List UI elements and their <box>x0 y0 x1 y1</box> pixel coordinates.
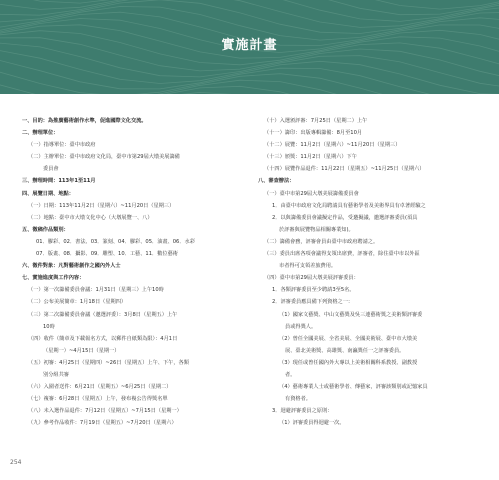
body-text-line: 10時 <box>43 323 55 330</box>
section-heading: 一、目的：為推廣藝術創作水準，促進國際文化交流。 <box>22 118 147 124</box>
body-text-line: （六）入圍者送件：6月21日（星期五）~6月25日（星期二） <box>28 384 172 391</box>
body-text-line: 3．迴避評審委員之原則： <box>272 408 333 415</box>
body-text-line: （十四）展覽作品退件：11月22日（星期五）~11月25日（星期六） <box>264 166 425 173</box>
body-text-line: 市者得可支領差旅費用。 <box>279 263 337 270</box>
section-heading: 八、審查辦法： <box>258 178 295 185</box>
body-text-line: （四）臺中市第29屆大墩美展評審委員： <box>264 275 359 282</box>
body-text-line: 2．以與籌備委員會議擬定作品，受邀擬議，邀選評審委員(須具 <box>272 214 418 221</box>
body-text-line: （七）複審：6月28日（星期五）上午，發布複公告得獎名單 <box>28 396 168 403</box>
body-text-line: （十二）展覽：11月2日（星期六）~11月20日（星期三） <box>264 142 401 149</box>
section-heading: 六、徵件對象：凡對藝術創作之國內外人士 <box>22 263 121 270</box>
body-text-line: 員或得獎人。 <box>285 323 317 330</box>
body-text-line: 01．膠彩、02．書法、03．篆刻、04．膠彩、05．油畫、06．水彩 <box>36 238 195 245</box>
body-text-line: 1．由臺中市政府文化局聘請具有藝術學者及美術界具有卓著經驗之 <box>272 202 426 209</box>
body-text-line: （1）評審委員得迴避一次。 <box>279 420 345 427</box>
body-text-line: （一）日期：113年11月2日（星期六）~11月20日（星期三） <box>28 202 175 209</box>
body-text-line: （二）公布美展簡章：1月18日（星期四） <box>28 299 127 306</box>
body-text-line: 展、臺北美術獎、高雄獎、南瀛獎任一之評審委員。 <box>285 347 405 354</box>
body-text-line: 1．各類評審委員至少聘請3至5名。 <box>272 287 355 294</box>
body-text-line: （3）現任或曾任國內外大專以上美術相關科系教授、副教授 <box>279 359 418 366</box>
body-text-line: （星期一）~4月15日（星期一） <box>43 347 120 354</box>
body-text-line: （三）第二次籌備委員會議（邀選評委）：3月8日（星期五）上午 <box>28 311 178 318</box>
swirl-line <box>0 72 499 94</box>
body-text-line: （十）入選頒評審：7月25日（星期二）上午 <box>264 118 368 124</box>
body-text-line: （4）藝術專業人士或藝術學者、傳藝家，評審該類別或記憶家具 <box>279 384 428 391</box>
body-text-line: 有資格者。 <box>285 396 311 403</box>
body-text-line: 2．評審委員應具備下列資格之一： <box>272 299 354 306</box>
body-text-line: （一）指導單位：臺中市政府 <box>28 142 96 149</box>
body-text-line: （三）委員出席各項會議得支領出席費，評審者，除住臺中市以外區 <box>264 251 420 258</box>
section-heading: 七、實施進度與工作內容： <box>22 275 85 282</box>
body-text-line: 於評審與展覽物品相關專業知)。 <box>279 226 354 233</box>
section-heading: 三、辦理時間：113年1至11月 <box>22 178 96 185</box>
body-text-line: 07．版畫、08．攝影、09．雕塑、10．工藝、11．數位藝術 <box>36 251 178 258</box>
body-text-line: （二）主辦單位：臺中市政府文化局，臺中市第29屆大墩美展籌備 <box>28 154 180 161</box>
section-heading: 五、徵稿作品類別： <box>22 226 69 233</box>
body-text-line: （一）第一次籌備委員會議：1月31日（星期三）上午10時 <box>28 287 164 294</box>
body-text-line: （八）未入選作品退件：7月12日（星期五）~7月15日（星期一） <box>28 408 182 415</box>
body-text-line: （二）籌備會務，評審會員由臺中市政府聘請之。 <box>264 238 379 245</box>
header-banner <box>0 0 499 94</box>
page-number: 254 <box>10 459 22 466</box>
swirl-line <box>0 0 499 33</box>
body-text-line: （二）地點：臺中市大墩文化中心（大墩展覽一、八） <box>28 214 153 221</box>
body-text-line: 者。 <box>285 371 296 378</box>
section-heading: 二、辦理單位： <box>22 130 59 137</box>
body-text-line: （十三）頒獎：11月2日（星期六）下午 <box>264 154 357 161</box>
swirl-line <box>0 61 499 95</box>
body-text-line: 委員會 <box>43 166 59 173</box>
body-text-line: （五）初審：4月25日（星期四）~26日（星期五）上午、下午，各類 <box>28 359 189 366</box>
right-column <box>258 115 480 429</box>
page-title: 實施計畫 <box>221 38 278 53</box>
section-heading: 四、展覽日期、地點： <box>22 190 74 197</box>
body-text-line: （2）曾任全國美展、全省美展、全國美術展、臺中市大墩美 <box>279 335 418 342</box>
body-text-line: （一）臺中市第29屆大墩美展籌備委員會 <box>264 190 359 197</box>
body-text-line: 別分組共審 <box>43 371 69 378</box>
body-text-line: （十一）籌印：出版專輯籌備：8月至10月 <box>264 130 363 137</box>
body-text-line: （九）參考作品收件：7月19日（星期五）~7月20日（星期六） <box>28 420 177 427</box>
body-text-line: （1）國家文藝獎、中山文藝獎及吳三連藝術獎之美術類評審委 <box>279 311 423 318</box>
swirl-line <box>0 80 499 94</box>
body-text-line: （四）收件（簡章及下載報名方式，以郵件自紙類為限）：4月1日 <box>28 335 178 342</box>
left-column <box>22 115 244 429</box>
